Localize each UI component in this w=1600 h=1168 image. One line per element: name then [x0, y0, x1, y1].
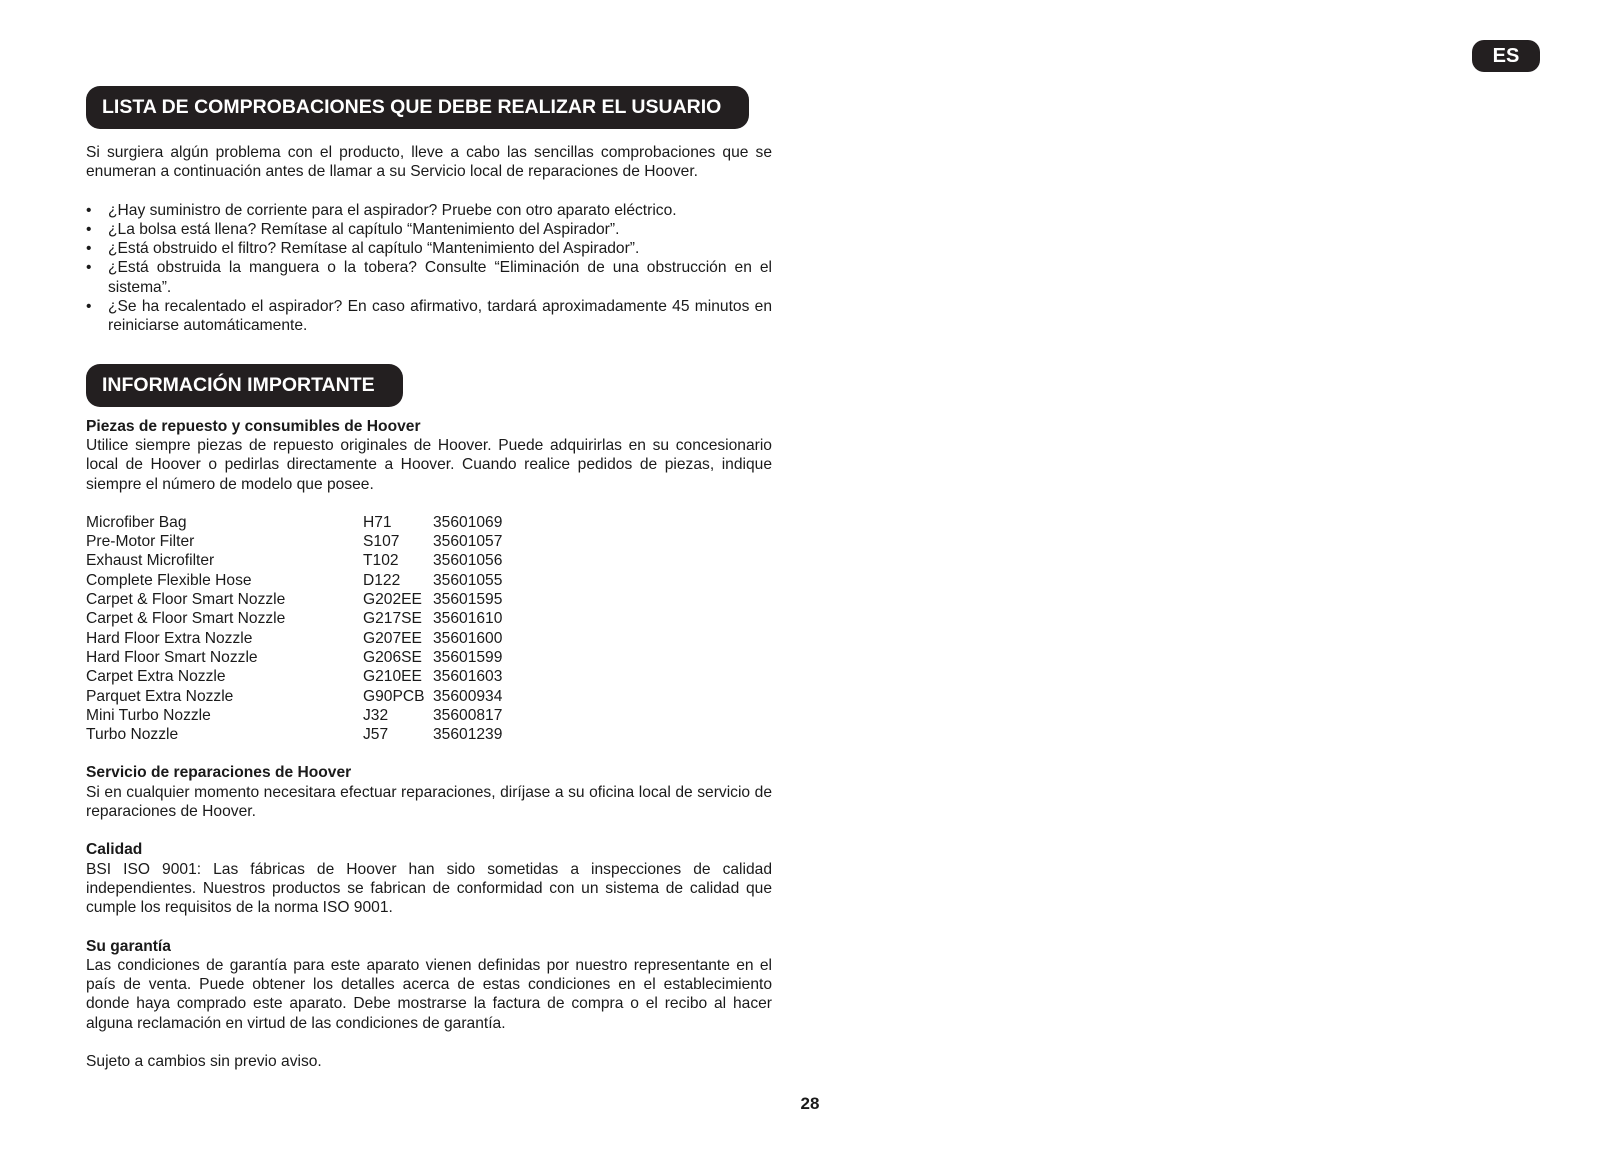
- part-code: T102: [363, 552, 399, 570]
- list-item-text: ¿Está obstruido el filtro? Remítase al capítulo “Mantenimiento del Aspirador”.: [108, 240, 640, 258]
- table-row: [86, 513, 502, 532]
- part-code: H71: [363, 513, 392, 531]
- list-item-text: ¿Está obstruida la manguera o la tobera? Consulte “Eliminación de una obstrucción en el sistema”.: [108, 259, 772, 296]
- repair-title: Servicio de reparaciones de Hoover: [86, 764, 352, 782]
- part-code: G206SE: [363, 648, 422, 666]
- list-item: [86, 297, 772, 336]
- part-name: Carpet & Floor Smart Nozzle: [86, 591, 286, 609]
- table-row: [86, 687, 502, 706]
- part-code: G202EE: [363, 591, 422, 609]
- list-item: [86, 258, 772, 297]
- table-row: [86, 648, 502, 667]
- part-name: Complete Flexible Hose: [86, 571, 252, 589]
- bullet-icon: •: [86, 240, 92, 258]
- table-row: [86, 629, 502, 648]
- table-row: [86, 551, 502, 570]
- spares-title: Piezas de repuesto y consumibles de Hoover: [86, 417, 421, 435]
- page-number: 28: [800, 1094, 820, 1113]
- part-code: G217SE: [363, 610, 422, 628]
- part-name: Turbo Nozzle: [86, 726, 179, 744]
- table-row: [86, 609, 502, 628]
- warranty-text: Las condiciones de garantía para este aparato vienen definidas por nuestro representante en el país de venta. Puede obtener los detalles acerca de estas condiciones en el establecimiento donde haya comprado este aparato. Debe mostrarse la factura de compra o el recibo al hacer alguna reclamación en virtud de las condiciones de garantía.: [86, 956, 772, 1032]
- part-code: J32: [363, 706, 389, 724]
- checklist-intro: Si surgiera algún problema con el producto, lleve a cabo las sencillas comprobaciones que se enumeran a continuación antes de llamar a su Servicio local de reparaciones de Hoover.: [86, 144, 772, 181]
- list-item: [86, 201, 772, 220]
- part-number: 35601055: [433, 571, 503, 589]
- part-number: 35601603: [433, 668, 503, 686]
- part-number: 35601595: [433, 591, 503, 609]
- part-number: 35601057: [433, 533, 503, 551]
- part-name: Hard Floor Smart Nozzle: [86, 648, 258, 666]
- part-code: G90PCB: [363, 687, 425, 705]
- list-item-text: ¿Hay suministro de corriente para el aspirador? Pruebe con otro aparato eléctrico.: [108, 201, 677, 219]
- part-name: Parquet Extra Nozzle: [86, 687, 234, 705]
- part-number: 35601239: [433, 726, 503, 744]
- part-number: 35601600: [433, 629, 503, 647]
- parts-table: [86, 513, 502, 745]
- bullet-icon: •: [86, 201, 92, 219]
- table-row: [86, 532, 502, 551]
- part-code: D122: [363, 571, 401, 589]
- part-code: G210EE: [363, 668, 422, 686]
- notice-text: Sujeto a cambios sin previo aviso.: [86, 1052, 322, 1070]
- checklist-header: LISTA DE COMPROBACIONES QUE DEBE REALIZAR EL USUARIO: [86, 86, 749, 129]
- part-number: 35600817: [433, 706, 503, 724]
- part-number: 35601056: [433, 552, 503, 570]
- part-number: 35601069: [433, 513, 503, 531]
- part-name: Hard Floor Extra Nozzle: [86, 629, 253, 647]
- quality-text: BSI ISO 9001: Las fábricas de Hoover han sido sometidas a inspecciones de calidad independientes. Nuestros productos se fabrican de conformidad con un sistema de calidad que cumple los requisitos de la norma ISO 9001.: [86, 860, 772, 917]
- bullet-icon: •: [86, 298, 92, 316]
- checklist-list: [86, 201, 772, 336]
- bullet-icon: •: [86, 220, 92, 238]
- part-number: 35601599: [433, 648, 503, 666]
- table-row: [86, 571, 502, 590]
- info-header: INFORMACIÓN IMPORTANTE: [86, 364, 403, 407]
- list-item-text: ¿Se ha recalentado el aspirador? En caso afirmativo, tardará aproximadamente 45 minutos en reiniciarse automáticamente.: [108, 298, 772, 335]
- part-name: Exhaust Microfilter: [86, 552, 215, 570]
- repair-text: Si en cualquier momento necesitara efectuar reparaciones, diríjase a su oficina local de servicio de reparaciones de Hoover.: [86, 783, 772, 821]
- warranty-title: Su garantía: [86, 937, 171, 955]
- part-name: Carpet Extra Nozzle: [86, 668, 226, 686]
- part-name: Pre-Motor Filter: [86, 533, 195, 551]
- part-code: J57: [363, 726, 389, 744]
- table-row: [86, 725, 502, 744]
- part-code: S107: [363, 533, 400, 551]
- spares-text: Utilice siempre piezas de repuesto originales de Hoover. Puede adquirirlas en su concesionario local de Hoover o pedirlas directamente a Hoover. Cuando realice pedidos de piezas, indique siempre el número de modelo que posee.: [86, 436, 772, 493]
- part-name: Microfiber Bag: [86, 513, 187, 531]
- table-row: [86, 590, 502, 609]
- list-item-text: ¿La bolsa está llena? Remítase al capítulo “Mantenimiento del Aspirador”.: [108, 220, 620, 238]
- language-badge: ES: [1472, 40, 1540, 72]
- bullet-icon: •: [86, 259, 92, 277]
- content-column: [86, 86, 772, 1071]
- part-name: Mini Turbo Nozzle: [86, 706, 211, 724]
- part-name: Carpet & Floor Smart Nozzle: [86, 610, 286, 628]
- table-row: [86, 706, 502, 725]
- part-number: 35601610: [433, 610, 503, 628]
- quality-title: Calidad: [86, 841, 143, 859]
- part-code: G207EE: [363, 629, 422, 647]
- table-row: [86, 667, 502, 686]
- list-item: [86, 220, 772, 239]
- part-number: 35600934: [433, 687, 503, 705]
- list-item: [86, 239, 772, 258]
